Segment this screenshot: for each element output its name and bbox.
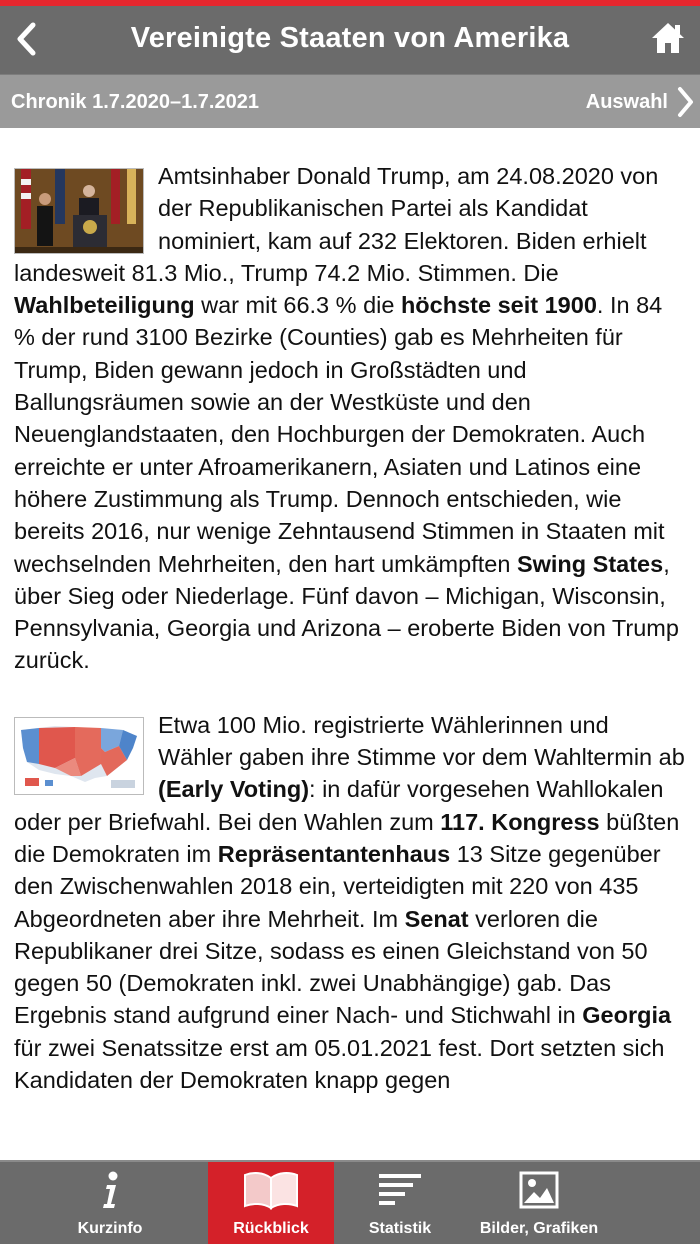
emphasis-text: (Early Voting) [158, 776, 310, 803]
photo-thumbnail[interactable] [14, 168, 144, 254]
emphasis-text: höchste seit 1900 [400, 292, 597, 319]
chronicle-period: Chronik 1.7.2020–1.7.2021 [11, 91, 259, 113]
tab-label: Kurzinfo [77, 1220, 143, 1237]
statistics-icon [377, 1170, 423, 1210]
book-icon [241, 1170, 301, 1210]
tab-rueckblick[interactable] [208, 1162, 334, 1244]
emphasis-text: Swing States [516, 550, 664, 577]
paragraph-text: . In 84 % der rund 3100 Bezirke (Counties) gab es Mehrheiten für Trump, Biden gewann jedoch in Großstädten und Ballungsräumen sowie an der Westküste und den Neuenglandstaaten, den Hochburgen der Demokraten. Auch erreichte er unter Afroamerikanern, Asiaten und Latinos eine höhere Zustimmung als Trump. Dennoch entschieden, wie bereits 2016, nur wenige Zehntausend Stimmen in Staaten mit wechselnden Mehrheiten, den hart umkämpften [14, 292, 665, 577]
emphasis-text: Wahlbeteiligung [14, 292, 195, 319]
selection-button[interactable] [586, 75, 694, 129]
paragraph-election [14, 160, 686, 677]
emphasis-text: Senat [404, 905, 469, 932]
paragraph-text: verloren die Republikaner drei Sitze, sodass es einen Gleichstand von 50 gegen 50 (Demokraten inkl. zwei Unabhängige) gab. Das Ergebnis stand aufgrund einer Nach- und Stichwahl in [14, 905, 648, 1029]
paragraph-text: für zwei Senatssitze erst am 05.01.2021 fest. Dort setzten sich Kandidaten der Demokraten knapp gegen [14, 1034, 665, 1094]
selection-label: Auswahl [585, 90, 668, 113]
tab-label: Rückblick [233, 1220, 309, 1237]
emphasis-text: Repräsentantenhaus [217, 840, 451, 867]
map-thumbnail[interactable] [14, 717, 144, 795]
tab-bar [0, 1160, 700, 1244]
chevron-right-icon [676, 86, 694, 118]
paragraph-text: war mit 66.3 % die [194, 292, 401, 319]
paragraph-text: 13 Sitze gegenüber den Zwischenwahlen 2018 ein, verteidigten mit 220 von 435 Abgeordneten aber ihre Mehrheit. Im [14, 840, 661, 932]
emphasis-text: 117. Kongress [440, 808, 600, 835]
home-icon [650, 21, 686, 55]
chronicle-bar [0, 74, 700, 128]
article-content [14, 160, 686, 1160]
navigation-bar [0, 6, 700, 74]
paragraph-text: Etwa 100 Mio. registrierte Wählerinnen und Wähler gaben ihre Stimme vor dem Wahltermin ab [158, 711, 685, 771]
tab-kurzinfo[interactable] [52, 1162, 168, 1244]
tab-statistik[interactable] [344, 1162, 456, 1244]
info-icon [98, 1170, 122, 1210]
paragraph-text: büßten die Demokraten im [14, 808, 680, 867]
tab-bilder-grafiken[interactable] [470, 1162, 608, 1244]
paragraph-text: Amtsinhaber Donald Trump, am 24.08.2020 von der Republikanischen Partei als Kandidat nominiert, kam auf 232 Elektoren. Biden erhielt landesweit 81.3 Mio., Trump 74.2 Mio. Stimmen. Die [14, 163, 659, 286]
back-button[interactable] [8, 16, 44, 62]
tab-label: Statistik [368, 1220, 432, 1237]
images-icon [518, 1170, 560, 1210]
tab-label: Bilder, Grafiken [479, 1220, 599, 1237]
paragraph-congress [14, 709, 686, 1097]
chevron-left-icon [14, 21, 38, 57]
page-title: Vereinigte Staaten von Amerika [130, 22, 570, 54]
emphasis-text: Georgia [582, 1002, 672, 1029]
paragraph-text: : in dafür vorgesehen Wahllokalen oder per Briefwahl. Bei den Wahlen zum [14, 776, 664, 835]
paragraph-text: , über Sieg oder Niederlage. Fünf davon – Michigan, Wisconsin, Pennsylvania, Georgia und Arizona – eroberte Biden von Trump zurück. [14, 550, 679, 674]
home-button[interactable] [648, 18, 688, 58]
